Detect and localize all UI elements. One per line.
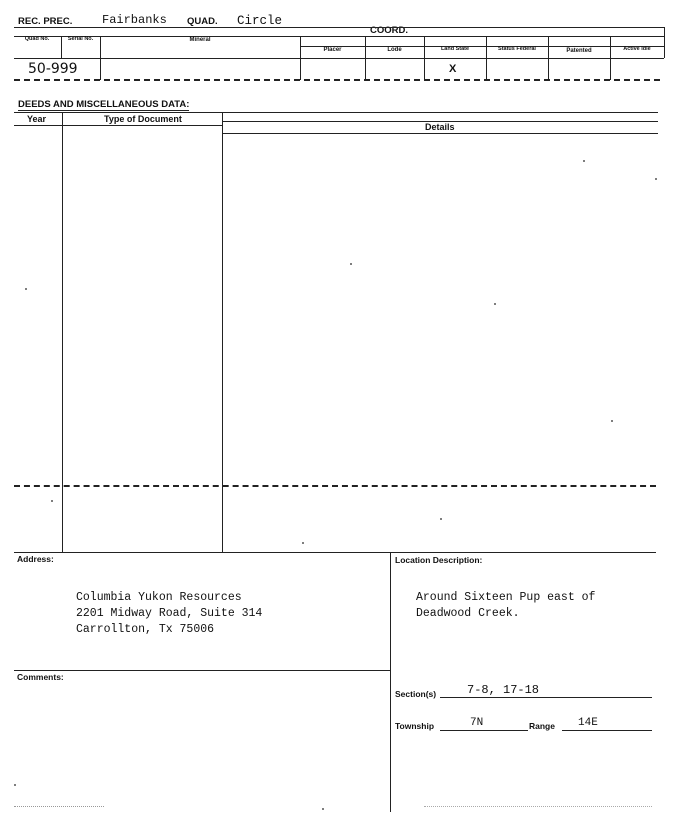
- col-year: Year: [27, 114, 47, 124]
- quad-value: Circle: [237, 14, 283, 28]
- scan-speck: [51, 500, 53, 502]
- district-value: Fairbanks: [102, 13, 167, 27]
- address-line-1: Columbia Yukon Resources: [76, 591, 242, 604]
- bottom-scan-noise-left: [14, 806, 104, 807]
- col-mineral: Mineral: [189, 37, 211, 43]
- deeds-head-rule-2: [14, 125, 222, 126]
- col-quad-no: Quad No.: [24, 36, 50, 42]
- township-label: Township: [395, 721, 435, 731]
- col-type-of-document: Type of Document: [104, 114, 182, 124]
- header-divider-3: [300, 36, 301, 80]
- header-divider-5: [424, 36, 425, 80]
- bottom-scan-noise-right: [424, 806, 652, 807]
- header-divider-9: [664, 27, 665, 58]
- address-line-2: 2201 Midway Road, Suite 314: [76, 607, 263, 620]
- header-column-rule: [14, 36, 664, 37]
- address-bottom-rule: [14, 670, 390, 671]
- section-underline: [440, 697, 652, 698]
- col-patented: Patented: [566, 48, 592, 54]
- scan-speck: [494, 303, 496, 305]
- deeds-details-rule: [222, 133, 658, 134]
- bottom-top-rule: [14, 552, 656, 553]
- quad-label: QUAD.: [187, 16, 218, 27]
- header-divider-8: [610, 36, 611, 80]
- record-number: 50-999: [28, 61, 78, 77]
- scan-speck: [25, 288, 27, 290]
- location-description-label: Location Description:: [395, 555, 483, 565]
- col-placer: Placer: [323, 47, 342, 53]
- address-label: Address:: [17, 554, 54, 564]
- address-line-3: Carrollton, Tx 75006: [76, 623, 215, 636]
- deeds-section-title: DEEDS AND MISCELLANEOUS DATA:: [18, 99, 190, 110]
- bottom-center-divider: [390, 552, 391, 812]
- location-description: [416, 590, 595, 622]
- address-block: [76, 590, 262, 638]
- col-status-federal: Status Federal: [498, 46, 536, 52]
- col-land-state: Land State: [440, 46, 470, 52]
- rec-prec-label: REC. PREC.: [18, 16, 73, 27]
- header-bottom-rule: [14, 79, 660, 81]
- coord-label: COORD.: [370, 25, 408, 36]
- col-lode: Lode: [387, 47, 402, 53]
- section-label: Section(s): [395, 689, 437, 699]
- deeds-dashed-rule: [14, 485, 656, 487]
- header-divider-6: [486, 36, 487, 80]
- section-value: 7-8, 17-18: [467, 683, 540, 697]
- col-details: Details: [425, 122, 455, 132]
- range-label: Range: [529, 721, 555, 731]
- scan-speck: [440, 518, 442, 520]
- scan-speck: [322, 808, 324, 810]
- location-line-1: Around Sixteen Pup east of: [416, 591, 596, 604]
- township-underline: [440, 730, 528, 731]
- scan-speck: [14, 784, 16, 786]
- scan-speck: [302, 542, 304, 544]
- scan-speck: [611, 420, 613, 422]
- deeds-top-rule: [14, 112, 658, 113]
- header-values-rule: [14, 58, 664, 59]
- col-active-idle: Active Idle: [623, 46, 651, 52]
- location-line-2: Deadwood Creek.: [416, 607, 520, 620]
- header-top-rule: [14, 27, 664, 28]
- range-value: 14E: [578, 717, 598, 729]
- range-underline: [562, 730, 652, 731]
- scan-speck: [350, 263, 352, 265]
- col-serial-no: Serial No.: [67, 36, 94, 42]
- header-divider-4: [365, 36, 366, 80]
- header-divider-7: [548, 36, 549, 80]
- scan-speck: [583, 160, 585, 162]
- township-value: 7N: [470, 717, 484, 729]
- comments-label: Comments:: [17, 672, 64, 682]
- scan-speck: [655, 178, 657, 180]
- land-state-mark: X: [449, 63, 457, 75]
